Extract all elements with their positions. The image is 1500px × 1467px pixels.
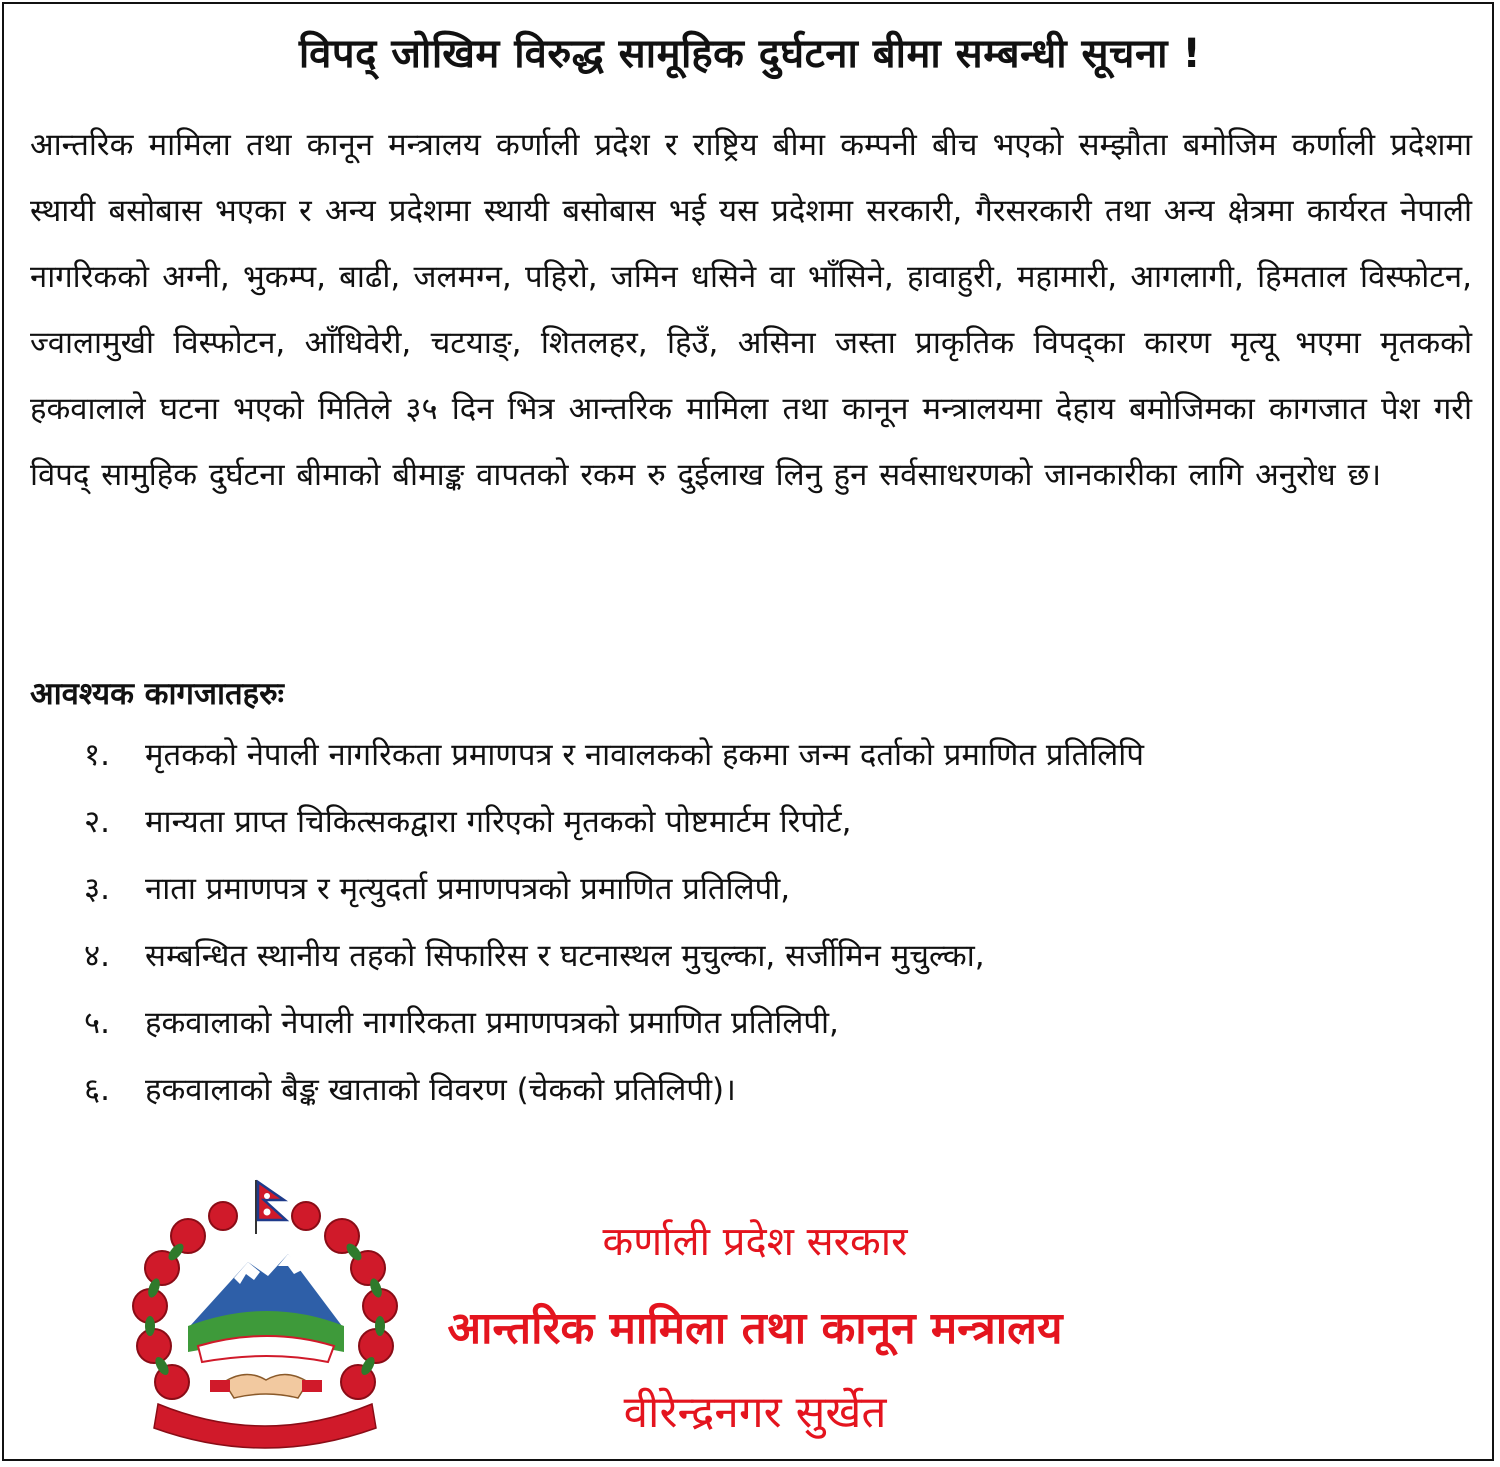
document-text: सम्बन्धित स्थानीय तहको सिफारिस र घटनास्थल मुचुल्का, सर्जीमिन मुचुल्का,: [145, 938, 985, 974]
document-number: ४.: [84, 938, 110, 974]
document-item: [0, 800, 1500, 867]
notice-title: विपद् जोखिम विरुद्ध सामूहिक दुर्घटना बीमा सम्बन्धी सूचना !: [298, 31, 1202, 77]
nepal-coat-of-arms-icon: [128, 1176, 402, 1454]
footer-ministry: आन्तरिक मामिला तथा कानून मन्त्रालय: [447, 1303, 1063, 1354]
document-text: हकवालाको बैङ्क खाताको विवरण (चेकको प्रतिलिपी)।: [145, 1072, 736, 1108]
motto-ribbon: [154, 1404, 376, 1448]
document-number: ३.: [84, 871, 110, 907]
document-item: [0, 867, 1500, 934]
footer-government: कर्णाली प्रदेश सरकार: [602, 1219, 908, 1265]
document-text: नाता प्रमाणपत्र र मृत्युदर्ता प्रमाणपत्रको प्रमाणित प्रतिलिपी,: [145, 871, 791, 907]
notice-body: आन्तरिक मामिला तथा कानून मन्त्रालय कर्णाली प्रदेश र राष्ट्रिय बीमा कम्पनी बीच भएको सम्झौता बमोजिम कर्णाली प्रदेशमा स्थायी बसोबास भएका र अन्य प्रदेशमा स्थायी बसोबास भई यस प्रदेशमा सरकारी, गैरसरकारी तथा अन्य क्षेत्रमा कार्यरत नेपाली नागरिकको अग्नी, भुकम्प, बाढी, जलमग्न, पहिरो, जमिन धसिने वा भाँसिने, हावाहुरी, महामारी, आगलागी, हिमताल विस्फोटन, ज्वालामुखी विस्फोटन, आँधिवेरी, चटयाङ्, शितलहर, हिउँ, असिना जस्ता प्राकृतिक विपद्का कारण मृत्यू भएमा मृतकको हकवालाले घटना भएको मितिले ३५ दिन भित्र आन्तरिक मामिला तथा कानून मन्त्रालयमा देहाय बमोजिमका कागजात पेश गरी विपद् सामुहिक दुर्घटना बीमाको बीमाङ्क वापतको रकम रु दुईलाख लिनु हुन सर्वसाधरणको जानकारीका लागि अनुरोध छ।: [30, 127, 1472, 493]
document-item: [0, 1068, 1500, 1135]
handshake-icon: [210, 1374, 322, 1398]
document-text: मान्यता प्राप्त चिकित्सकद्वारा गरिएको मृतकको पोष्टमार्टम रिपोर्ट,: [145, 804, 852, 840]
documents-list: [0, 733, 1500, 1135]
documents-heading: आवश्यक कागजातहरुः: [30, 676, 284, 712]
footer-location: वीरेन्द्रनगर सुर्खेत: [623, 1387, 887, 1438]
document-item: [0, 934, 1500, 1001]
nepal-flag-icon: [256, 1180, 286, 1234]
document-number: ६.: [84, 1072, 110, 1108]
document-number: ५.: [84, 1005, 110, 1041]
document-number: १.: [84, 737, 110, 773]
document-item: [0, 1001, 1500, 1068]
document-text: हकवालाको नेपाली नागरिकता प्रमाणपत्रको प्रमाणित प्रतिलिपी,: [145, 1005, 839, 1041]
document-text: मृतकको नेपाली नागरिकता प्रमाणपत्र र नावालकको हकमा जन्म दर्ताको प्रमाणित प्रतिलिपि: [145, 737, 1144, 773]
document-item: [0, 733, 1500, 800]
document-number: २.: [84, 804, 110, 840]
